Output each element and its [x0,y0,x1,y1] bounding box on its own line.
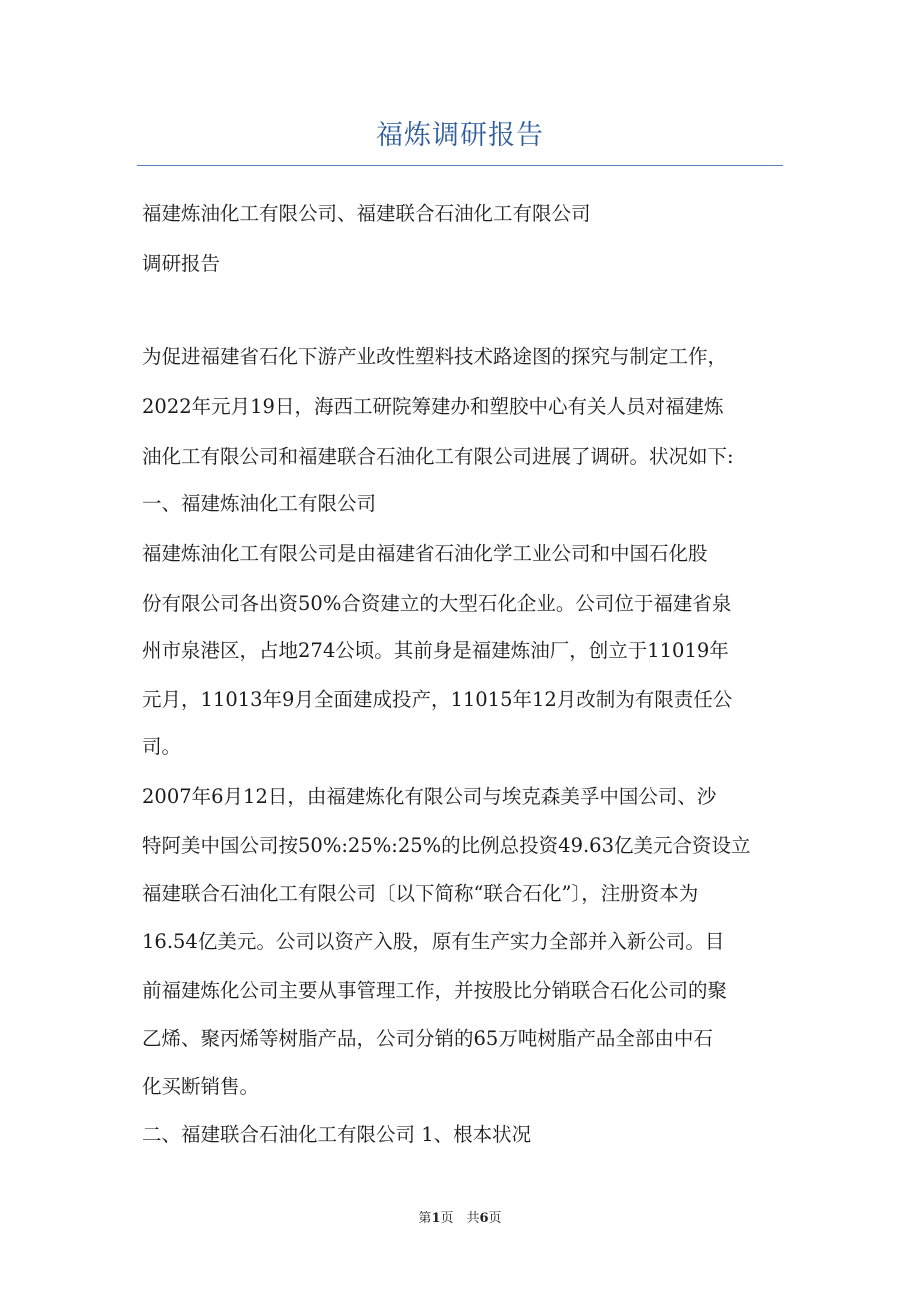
body-line: 司。 [142,735,182,758]
document-title: 福炼调研报告 [376,120,544,151]
page-number: 1 [431,1211,441,1226]
body-line: 乙烯、聚丙烯等树脂产品，公司分销的65万吨树脂产品全部由中石 [142,1027,713,1050]
title-divider [137,165,783,166]
body-line: 福建联合石油化工有限公司〔以下简称“联合石化”〕，注册资本为 [142,882,699,905]
page-footer [0,1207,920,1226]
body-line: 前福建炼化公司主要从事管理工作，并按股比分销联合石化公司的聚 [142,979,728,1002]
page-label-suffix: 页 [488,1211,502,1226]
body-line: 特阿美中国公司按50%:25%:25%的比例总投资49.63亿美元合资设立 [142,834,751,857]
body-line: 州市泉港区，占地274公顷。其前身是福建炼油厂，创立于11019年 [142,639,729,662]
page-label-prefix: 第 [418,1211,432,1226]
page-total: 6 [479,1211,489,1226]
header-line-report: 调研报告 [142,252,221,275]
body-line: 化买断销售。 [142,1075,260,1098]
body-line: 油化工有限公司和福建联合石油化工有限公司进展了调研。状况如下: [142,445,734,468]
body-line: 2007年6月12日，由福建炼化有限公司与埃克森美孚中国公司、沙 [142,785,717,808]
body-line: 2022年元月19日，海西工研院筹建办和塑胶中心有关人员对福建炼 [142,395,724,418]
body-line: 份有限公司各出资50%合资建立的大型石化企业。公司位于福建省泉 [142,592,732,615]
section-heading-1: 一、福建炼油化工有限公司 [142,492,377,515]
page-label-mid: 页 共 [440,1211,480,1226]
section-heading-2: 二、福建联合石油化工有限公司 1、根本状况 [142,1123,532,1146]
body-line: 为促进福建省石化下游产业改性塑料技术路途图的探究与制定工作， [142,345,728,368]
header-line-companies: 福建炼油化工有限公司、福建联合石油化工有限公司 [142,202,591,225]
body-line: 元月，11013年9月全面建成投产，11015年12月改制为有限责任公 [142,688,733,711]
body-line: 16.54亿美元。公司以资产入股，原有生产实力全部并入新公司。目 [142,930,725,953]
body-line: 福建炼油化工有限公司是由福建省石油化学工业公司和中国石化股 [142,542,708,565]
